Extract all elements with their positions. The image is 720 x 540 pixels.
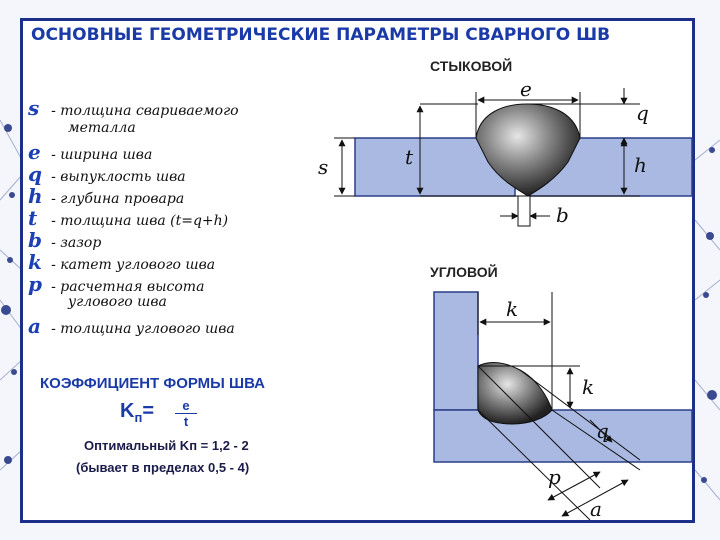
label-k-side: k <box>582 375 595 399</box>
root-gap <box>518 196 530 226</box>
label-t: t <box>405 145 414 169</box>
label-h: h <box>634 153 647 177</box>
range-text: (бывает в пределах 0,5 - 4) <box>76 460 250 475</box>
legend-symbol: p <box>28 272 42 296</box>
legend-symbol: b <box>28 228 42 252</box>
label-q: q <box>636 101 649 125</box>
legend-text: - толщина свариваемого <box>51 103 239 119</box>
legend-symbol: s <box>28 96 40 120</box>
slide-title: ОСНОВНЫЕ ГЕОМЕТРИЧЕСКИЕ ПАРАМЕТРЫ СВАРНОГО ШВ <box>31 25 611 45</box>
butt-joint-label: СТЫКОВОЙ <box>430 58 513 74</box>
legend-text: - глубина провара <box>51 191 185 207</box>
legend-text: - толщина углового шва <box>51 321 235 337</box>
label-e: e <box>520 77 532 101</box>
label-q-fillet: q <box>596 419 609 443</box>
legend-symbol: q <box>28 162 42 186</box>
fraction-denominator: t <box>183 414 189 429</box>
fillet-joint-diagram <box>434 292 692 521</box>
legend-text: - катет углового шва <box>51 257 216 273</box>
legend-continuation: металла <box>68 120 136 136</box>
coefficient-equals: = <box>142 400 154 422</box>
fraction-numerator: e <box>175 398 197 414</box>
legend-symbol: a <box>28 314 41 338</box>
legend-symbol: t <box>28 206 38 230</box>
optimal-value-text: Оптимальный Kп = 1,2 - 2 <box>84 438 249 453</box>
label-s: s <box>318 155 329 179</box>
vertical-plate <box>434 292 478 410</box>
legend-symbol: e <box>28 140 41 164</box>
butt-joint-diagram <box>318 77 692 227</box>
legend-continuation: углового шва <box>68 294 167 310</box>
fillet-joint-label: УГЛОВОЙ <box>430 264 498 280</box>
coefficient-subscript: п <box>134 410 143 425</box>
legend-symbol: h <box>28 184 43 208</box>
label-a: a <box>590 497 602 521</box>
legend-text: - расчетная высота <box>51 279 205 295</box>
fillet-weld-bead <box>478 363 552 424</box>
coefficient-title: КОЭФФИЦИЕНТ ФОРМЫ ШВА <box>40 375 266 392</box>
coefficient-symbol: K <box>120 400 135 422</box>
legend-text: - ширина шва <box>51 147 153 163</box>
legend-text: - зазор <box>51 235 102 251</box>
legend-symbol: k <box>28 250 42 274</box>
label-k-top: k <box>506 297 519 321</box>
label-b: b <box>556 203 569 227</box>
legend-text: - выпуклость шва <box>51 169 186 185</box>
label-p: p <box>548 465 561 489</box>
legend-text: - толщина шва (t=q+h) <box>51 213 229 229</box>
